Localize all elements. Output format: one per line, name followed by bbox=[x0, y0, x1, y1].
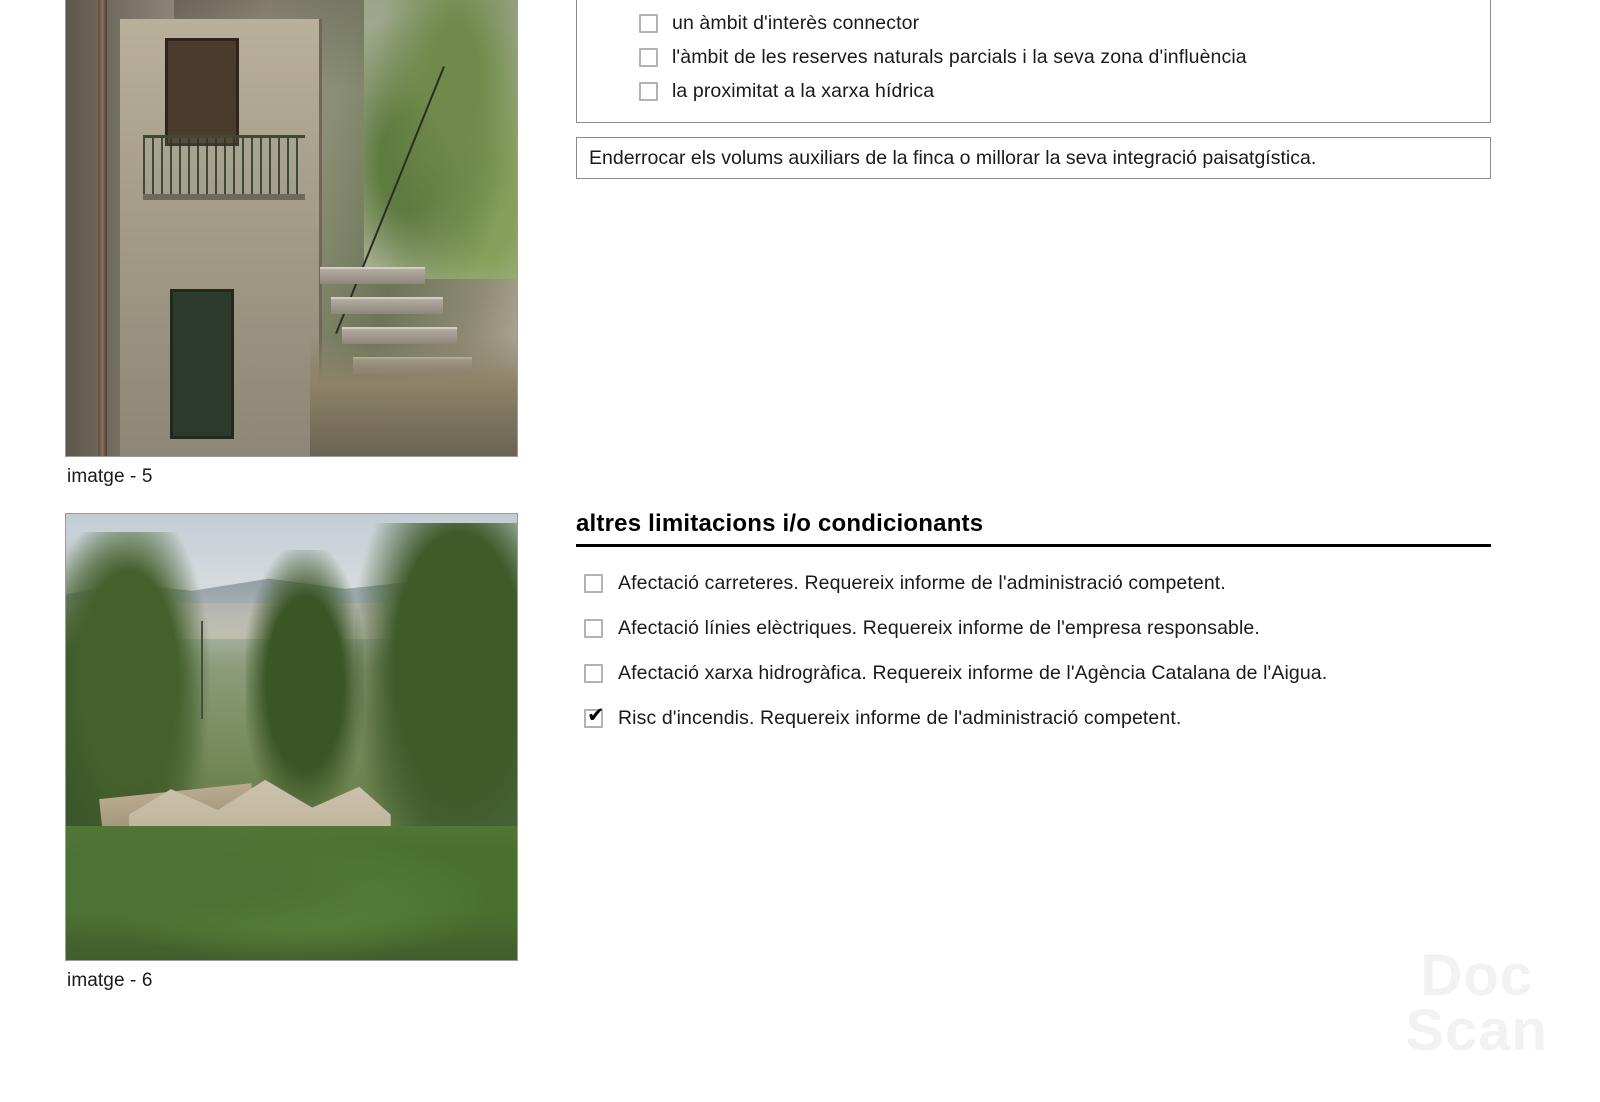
figure-imatge-6 bbox=[65, 513, 520, 992]
section-title: altres limitacions i/o condicionants bbox=[576, 510, 1491, 547]
watermark-line-2: Scan bbox=[1405, 997, 1548, 1063]
checkbox-label: un àmbit d'interès connector bbox=[672, 11, 920, 34]
checkbox-afectacio-xarxa-hidrografica[interactable] bbox=[584, 664, 603, 683]
figure-imatge-5 bbox=[65, 0, 520, 488]
section-options-list bbox=[576, 561, 1491, 741]
checkbox-label: Risc d'incendis. Requereix informe de l'administració competent. bbox=[618, 707, 1182, 729]
checkbox-afectacio-carreteres[interactable] bbox=[584, 574, 603, 593]
checkbox-row[interactable] bbox=[577, 40, 1490, 74]
checkbox-row[interactable] bbox=[576, 651, 1491, 696]
photo-caption: imatge - 5 bbox=[67, 466, 153, 487]
watermark bbox=[1405, 942, 1548, 1063]
checkbox-label: Afectació xarxa hidrogràfica. Requereix informe de l'Agència Catalana de l'Aigua. bbox=[618, 662, 1328, 684]
checkbox-reserves-naturals-parcials[interactable] bbox=[639, 48, 658, 67]
condicionants-box bbox=[576, 0, 1491, 123]
checkbox-label: Afectació línies elèctriques. Requereix informe de l'empresa responsable. bbox=[618, 617, 1260, 639]
checkbox-afectacio-linies-electriques[interactable] bbox=[584, 619, 603, 638]
photo-caption: imatge - 6 bbox=[67, 970, 153, 991]
note-text: Enderrocar els volums auxiliars de la finca o millorar la seva integració paisatgística. bbox=[589, 146, 1317, 169]
watermark-line-1: Doc bbox=[1420, 942, 1533, 1008]
image-column bbox=[65, 0, 520, 992]
checkbox-label: la proximitat a la xarxa hídrica bbox=[672, 79, 935, 102]
checkbox-row[interactable] bbox=[577, 74, 1490, 108]
photo-imatge-6 bbox=[65, 513, 518, 961]
checkbox-ambit-interes-connector[interactable] bbox=[639, 14, 658, 33]
checkbox-label: l'àmbit de les reserves naturals parcials i la seva zona d'influència bbox=[672, 45, 1247, 68]
checkbox-proximitat-xarxa-hidrica[interactable] bbox=[639, 82, 658, 101]
checkbox-risc-incendis[interactable] bbox=[584, 709, 603, 728]
checkbox-row[interactable] bbox=[577, 6, 1490, 40]
note-field[interactable] bbox=[576, 137, 1491, 179]
form-column bbox=[576, 0, 1491, 179]
checkbox-row[interactable] bbox=[576, 696, 1491, 741]
photo-imatge-5 bbox=[65, 0, 518, 457]
checkbox-label: Afectació carreteres. Requereix informe de l'administració competent. bbox=[618, 572, 1226, 594]
altres-limitacions-section bbox=[576, 510, 1491, 741]
checkbox-row[interactable] bbox=[576, 606, 1491, 651]
checkbox-row[interactable] bbox=[576, 561, 1491, 606]
